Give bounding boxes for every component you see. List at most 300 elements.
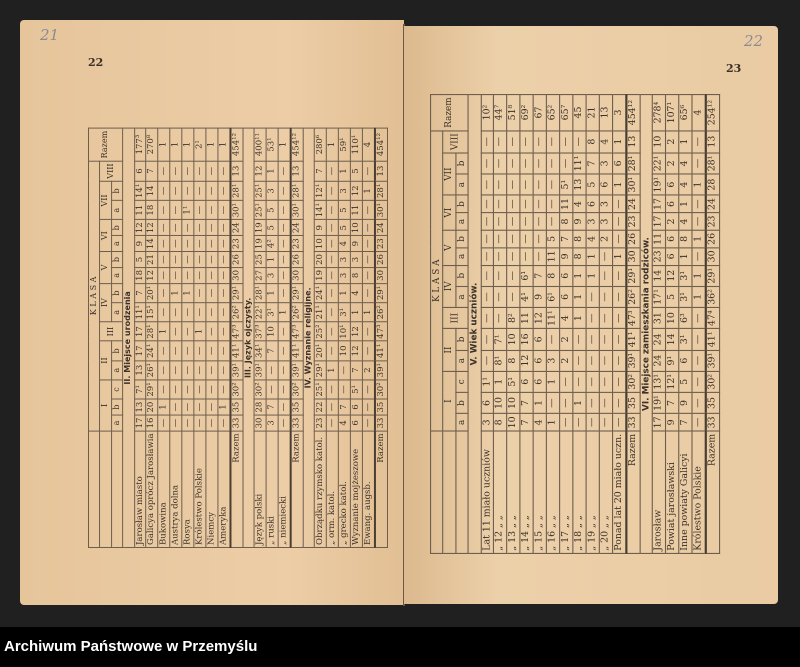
value-cell: — <box>612 371 626 392</box>
class-III-header: III <box>443 308 468 329</box>
value-cell: 3 <box>599 195 612 212</box>
total-value: 33 <box>291 415 303 431</box>
row-label: Obrządku rzymsko katol. <box>315 431 327 548</box>
value-cell: — <box>194 236 206 252</box>
value-cell: — <box>278 322 290 341</box>
value-cell: — <box>612 350 626 371</box>
value-cell: — <box>599 286 612 307</box>
value-cell: 4 <box>339 236 351 252</box>
value-cell: — <box>520 153 533 174</box>
value-cell: — <box>692 308 706 329</box>
value-cell: — <box>170 201 182 220</box>
value-cell: — <box>194 361 206 380</box>
value-cell: 1 <box>612 248 626 265</box>
total-value: 39¹ <box>705 350 719 371</box>
value-cell: — <box>586 371 599 392</box>
value-cell: — <box>158 201 170 220</box>
klasa-header: K L A S A <box>431 130 444 431</box>
total-value: 28¹ <box>291 181 303 200</box>
value-cell: 3 <box>547 350 560 371</box>
value-cell: 10 <box>266 322 278 341</box>
value-cell: — <box>278 283 290 302</box>
value-cell: — <box>218 201 230 220</box>
value-cell: — <box>206 361 218 380</box>
value-cell: — <box>278 201 290 220</box>
value-cell: — <box>481 130 494 152</box>
value-cell: 6 <box>586 195 599 212</box>
value-cell: 11¹ <box>134 303 146 322</box>
value-cell: — <box>158 181 170 200</box>
value-cell: — <box>194 267 206 283</box>
value-cell: — <box>547 174 560 195</box>
value-cell: — <box>327 267 339 283</box>
blank-cell <box>111 431 122 548</box>
row-label: „ grecko katol. <box>339 431 351 548</box>
value-cell: 13 <box>134 399 146 415</box>
value-cell: — <box>520 213 533 230</box>
value-cell: 1 <box>533 392 546 413</box>
value-cell: — <box>206 283 218 302</box>
total-value: 13 <box>375 161 387 181</box>
value-cell: — <box>194 415 206 431</box>
subclass-header: a <box>456 174 469 195</box>
value-cell: — <box>206 236 218 252</box>
value-cell: — <box>612 286 626 307</box>
total-row <box>375 128 387 547</box>
value-cell: 7 <box>665 392 678 413</box>
value-cell: 8 <box>679 230 692 247</box>
value-cell: — <box>218 181 230 200</box>
subclass-header: b <box>456 392 469 413</box>
total-value: 28¹ <box>230 181 242 200</box>
value-cell: 1 <box>266 283 278 302</box>
table-row <box>218 128 230 547</box>
total-value: 23 <box>705 213 719 230</box>
razem-header: Razem <box>89 128 123 161</box>
value-cell: 1 <box>573 286 586 307</box>
section-title-row <box>640 95 653 554</box>
value-cell: — <box>218 322 230 341</box>
value-cell: 9 <box>315 220 327 236</box>
value-cell: 5¹ <box>560 174 573 195</box>
table-row <box>350 128 362 547</box>
header-row <box>89 128 100 547</box>
value-cell: — <box>573 329 586 350</box>
row-label: Ewang. augsb. <box>362 431 374 548</box>
value-cell: — <box>494 174 507 195</box>
value-cell: — <box>327 303 339 322</box>
value-cell: 1 <box>586 248 599 265</box>
value-cell: 110¹ <box>350 128 362 161</box>
value-cell: 17 <box>134 341 146 360</box>
total-row <box>291 128 303 547</box>
value-cell: — <box>278 161 290 181</box>
total-value: 24 <box>375 220 387 236</box>
value-cell: 6 <box>533 371 546 392</box>
table-row <box>573 95 586 554</box>
value-cell: — <box>692 371 706 392</box>
value-cell: 12 <box>350 322 362 341</box>
value-cell: 5 <box>339 220 351 236</box>
total-value: 26 <box>230 252 242 268</box>
section-title-row <box>243 128 254 547</box>
value-cell: — <box>182 303 194 322</box>
value-cell: 59¹ <box>339 128 351 161</box>
value-cell: — <box>206 181 218 200</box>
value-cell: 24 <box>652 329 665 350</box>
subclass-header: b <box>456 265 469 286</box>
subclass-header: b <box>111 252 122 268</box>
right-page <box>404 26 778 604</box>
value-cell: 9¹ <box>665 350 678 371</box>
value-cell: — <box>362 201 374 220</box>
value-cell: — <box>692 414 706 431</box>
value-cell: — <box>612 308 626 329</box>
value-cell: 3¹ <box>339 303 351 322</box>
value-cell: — <box>560 130 573 152</box>
value-cell: 28¹ <box>146 322 158 341</box>
left-table-rotated <box>88 96 388 548</box>
value-cell: — <box>533 174 546 195</box>
row-label: „ 13 „ „ <box>507 431 520 553</box>
value-cell: — <box>170 399 182 415</box>
row-label: „ 12 „ „ <box>494 431 507 553</box>
value-cell: 6 <box>520 371 533 392</box>
value-cell: 1 <box>206 128 218 161</box>
value-cell: 10 <box>339 341 351 360</box>
total-value: 39¹ <box>230 361 242 380</box>
value-cell: — <box>278 181 290 200</box>
value-cell: 2 <box>560 350 573 371</box>
row-label: „ 19 „ „ <box>586 431 599 553</box>
value-cell: — <box>692 153 706 174</box>
value-cell: — <box>206 267 218 283</box>
value-cell: 7 <box>315 161 327 181</box>
subclass-header: a <box>111 361 122 380</box>
class-IV-header: IV <box>443 265 456 307</box>
total-value: 41¹ <box>291 341 303 360</box>
total-value: 13 <box>230 161 242 181</box>
total-value: 29¹ <box>705 265 719 286</box>
value-cell: 12 <box>146 267 158 283</box>
value-cell: 2¹ <box>194 128 206 161</box>
value-cell: — <box>182 252 194 268</box>
total-value: 28 <box>705 174 719 195</box>
value-cell: — <box>586 414 599 431</box>
total-value: 454¹² <box>291 128 303 161</box>
subclass-header: a <box>111 303 122 322</box>
value-cell: — <box>182 399 194 415</box>
row-label: Galicya oprócz Jarosławia <box>146 431 158 548</box>
value-cell: 1 <box>218 128 230 161</box>
value-cell: — <box>327 380 339 399</box>
value-cell: — <box>218 220 230 236</box>
table-row <box>158 128 170 547</box>
total-value: 26² <box>626 286 640 307</box>
value-cell: 4 <box>339 415 351 431</box>
value-cell: 11 <box>520 308 533 329</box>
value-cell: — <box>692 195 706 212</box>
value-cell: 65² <box>547 95 560 131</box>
value-cell: 6 <box>481 392 494 413</box>
value-cell: — <box>218 303 230 322</box>
statistics-table-left <box>88 128 388 548</box>
value-cell: — <box>573 371 586 392</box>
value-cell: — <box>218 267 230 283</box>
value-cell: — <box>547 329 560 350</box>
value-cell: — <box>520 248 533 265</box>
value-cell: 270⁸ <box>146 128 158 161</box>
subclass-header: a <box>456 213 469 230</box>
value-cell: 7 <box>146 161 158 181</box>
value-cell: 10 <box>507 329 520 350</box>
value-cell: — <box>573 350 586 371</box>
value-cell: 7 <box>679 414 692 431</box>
value-cell: 13¹ <box>652 371 665 392</box>
value-cell: 1 <box>327 361 339 380</box>
value-cell: 10 <box>507 392 520 413</box>
value-cell: — <box>692 350 706 371</box>
row-label: „ 14 „ „ <box>520 431 533 553</box>
value-cell: — <box>612 329 626 350</box>
value-cell: — <box>194 252 206 268</box>
value-cell: 51⁸ <box>507 95 520 131</box>
total-label: Razem <box>705 431 719 553</box>
value-cell: — <box>520 130 533 152</box>
value-cell: — <box>520 174 533 195</box>
value-cell: 11 <box>134 201 146 220</box>
value-cell: 17 <box>652 414 665 431</box>
subclass-header: b <box>111 341 122 360</box>
value-cell: 7 <box>560 230 573 247</box>
value-cell: — <box>339 380 351 399</box>
total-value: 454¹² <box>230 128 242 161</box>
value-cell: 107¹ <box>665 95 678 131</box>
table-row <box>170 128 182 547</box>
value-cell: 10 <box>350 220 362 236</box>
value-cell: 30² <box>254 380 266 399</box>
class-VII-header: VII <box>100 181 111 220</box>
total-value: 24 <box>705 195 719 212</box>
total-value: 454¹² <box>375 128 387 161</box>
value-cell: 14¹ <box>315 201 327 220</box>
value-cell: 11 <box>652 230 665 247</box>
row-label: Ameryka <box>218 431 230 548</box>
value-cell: — <box>218 161 230 181</box>
value-cell: — <box>194 161 206 181</box>
subclass-header: b <box>456 153 469 174</box>
archive-label: Archiwum Państwowe w Przemyślu <box>4 638 258 655</box>
subclass-header: b <box>111 283 122 302</box>
value-cell: — <box>547 153 560 174</box>
row-label: „ orm. katol. <box>327 431 339 548</box>
value-cell: 1 <box>612 174 626 195</box>
value-cell: — <box>481 174 494 195</box>
value-cell: — <box>327 252 339 268</box>
row-label: Język polski <box>254 431 266 548</box>
value-cell: — <box>327 201 339 220</box>
total-value: 35 <box>626 392 640 413</box>
total-label: Razem <box>375 431 387 548</box>
value-cell: 2 <box>665 213 678 230</box>
value-cell: — <box>206 380 218 399</box>
value-cell: 1 <box>692 174 706 195</box>
value-cell: — <box>362 341 374 360</box>
page-number: 22 <box>88 56 104 69</box>
value-cell: 6 <box>612 153 626 174</box>
row-label: Niemcy <box>206 431 218 548</box>
value-cell: 17 <box>134 322 146 341</box>
value-cell: 3 <box>350 252 362 268</box>
value-cell: 10 <box>494 392 507 413</box>
value-cell: 1 <box>494 371 507 392</box>
value-cell: 20¹ <box>315 341 327 360</box>
value-cell: — <box>182 181 194 200</box>
value-cell: 14 <box>652 265 665 286</box>
value-cell: — <box>494 195 507 212</box>
value-cell: 1 <box>339 283 351 302</box>
subclass-header: b <box>456 230 469 247</box>
table-row <box>206 128 218 547</box>
value-cell: 4 <box>586 230 599 247</box>
value-cell: — <box>218 415 230 431</box>
value-cell: 3¹ <box>266 303 278 322</box>
value-cell: — <box>170 267 182 283</box>
total-value: 24 <box>291 220 303 236</box>
row-label: Inne powiaty Galicyi <box>679 431 692 553</box>
value-cell: — <box>170 236 182 252</box>
value-cell: 17¹ <box>652 286 665 307</box>
value-cell: — <box>612 230 626 247</box>
value-cell: 3 <box>599 153 612 174</box>
value-cell: 22¹ <box>254 303 266 322</box>
row-label: Królestwo Polskie <box>194 431 206 548</box>
value-cell: 12 <box>350 341 362 360</box>
value-cell: 9 <box>573 213 586 230</box>
value-cell: 2 <box>665 153 678 174</box>
value-cell: — <box>182 415 194 431</box>
value-cell: — <box>507 174 520 195</box>
value-cell: 14¹ <box>134 181 146 200</box>
value-cell: — <box>327 161 339 181</box>
total-value: 26 <box>375 252 387 268</box>
total-value: 23 <box>291 236 303 252</box>
table-row <box>134 128 146 547</box>
subclass-header: a <box>111 267 122 283</box>
value-cell: 11¹ <box>547 308 560 329</box>
section-title-row <box>468 95 481 554</box>
value-cell: — <box>507 230 520 247</box>
value-cell: 9 <box>560 248 573 265</box>
value-cell: — <box>494 213 507 230</box>
row-label: Bukowina <box>158 431 170 548</box>
class-III-header: III <box>100 322 123 341</box>
value-cell: 6 <box>665 195 678 212</box>
value-cell: — <box>206 252 218 268</box>
value-cell: 12 <box>254 161 266 181</box>
value-cell: 25² <box>315 322 327 341</box>
value-cell: 16 <box>146 415 158 431</box>
value-cell: 2 <box>665 130 678 152</box>
class-VII-header: VII <box>443 153 456 195</box>
value-cell: 4¹ <box>520 286 533 307</box>
value-cell: 6 <box>599 174 612 195</box>
value-cell: 5 <box>266 220 278 236</box>
value-cell: 4 <box>560 308 573 329</box>
total-value: 36² <box>705 286 719 307</box>
value-cell: 22 <box>315 399 327 415</box>
pencil-folio-number: 21 <box>40 26 60 44</box>
total-value: 30 <box>375 267 387 283</box>
value-cell: — <box>158 415 170 431</box>
value-cell: 8 <box>560 213 573 230</box>
value-cell: 8 <box>494 414 507 431</box>
total-value: 26² <box>291 303 303 322</box>
row-label: „ ruski <box>266 431 278 548</box>
table-row <box>679 95 692 554</box>
table-row <box>194 128 206 547</box>
value-cell: 6 <box>533 329 546 350</box>
value-cell: 1 <box>158 399 170 415</box>
value-cell: — <box>507 265 520 286</box>
total-value: 39¹ <box>626 350 640 371</box>
left-page <box>20 20 404 605</box>
section-title: II. Miejsce urodzenia <box>123 128 134 547</box>
value-cell: 14 <box>146 236 158 252</box>
total-value: 30¹ <box>230 201 242 220</box>
value-cell: — <box>533 248 546 265</box>
value-cell: 8 <box>573 248 586 265</box>
value-cell: — <box>182 267 194 283</box>
value-cell: — <box>278 220 290 236</box>
class-header-row <box>443 95 456 554</box>
value-cell: 28¹ <box>254 283 266 302</box>
value-cell: — <box>158 341 170 360</box>
value-cell: 1 <box>278 303 290 322</box>
row-label: „ 17 „ „ <box>560 431 573 553</box>
value-cell: — <box>533 230 546 247</box>
row-label: „ niemiecki <box>278 431 290 548</box>
value-cell: — <box>194 380 206 399</box>
table-row <box>146 128 158 547</box>
total-value: 13 <box>705 130 719 152</box>
value-cell: 6 <box>350 399 362 415</box>
total-value: 35 <box>230 399 242 415</box>
value-cell: 20¹ <box>146 283 158 302</box>
total-value: 454¹² <box>626 95 640 131</box>
table-row <box>362 128 374 547</box>
value-cell: — <box>327 181 339 200</box>
value-cell: 67 <box>533 95 546 131</box>
value-cell: — <box>327 220 339 236</box>
value-cell: — <box>158 161 170 181</box>
value-cell: — <box>481 153 494 174</box>
value-cell: 7 <box>339 399 351 415</box>
value-cell: 1 <box>327 128 339 161</box>
right-table-rotated <box>430 36 720 554</box>
value-cell: — <box>599 265 612 286</box>
value-cell: — <box>612 392 626 413</box>
table-row <box>278 128 290 547</box>
total-value: 35 <box>291 399 303 415</box>
value-cell: — <box>547 130 560 152</box>
table-row <box>339 128 351 547</box>
value-cell: 30 <box>254 415 266 431</box>
value-cell: 1 <box>679 130 692 152</box>
total-value: 33 <box>375 415 387 431</box>
total-value: 26² <box>375 303 387 322</box>
value-cell: — <box>692 392 706 413</box>
